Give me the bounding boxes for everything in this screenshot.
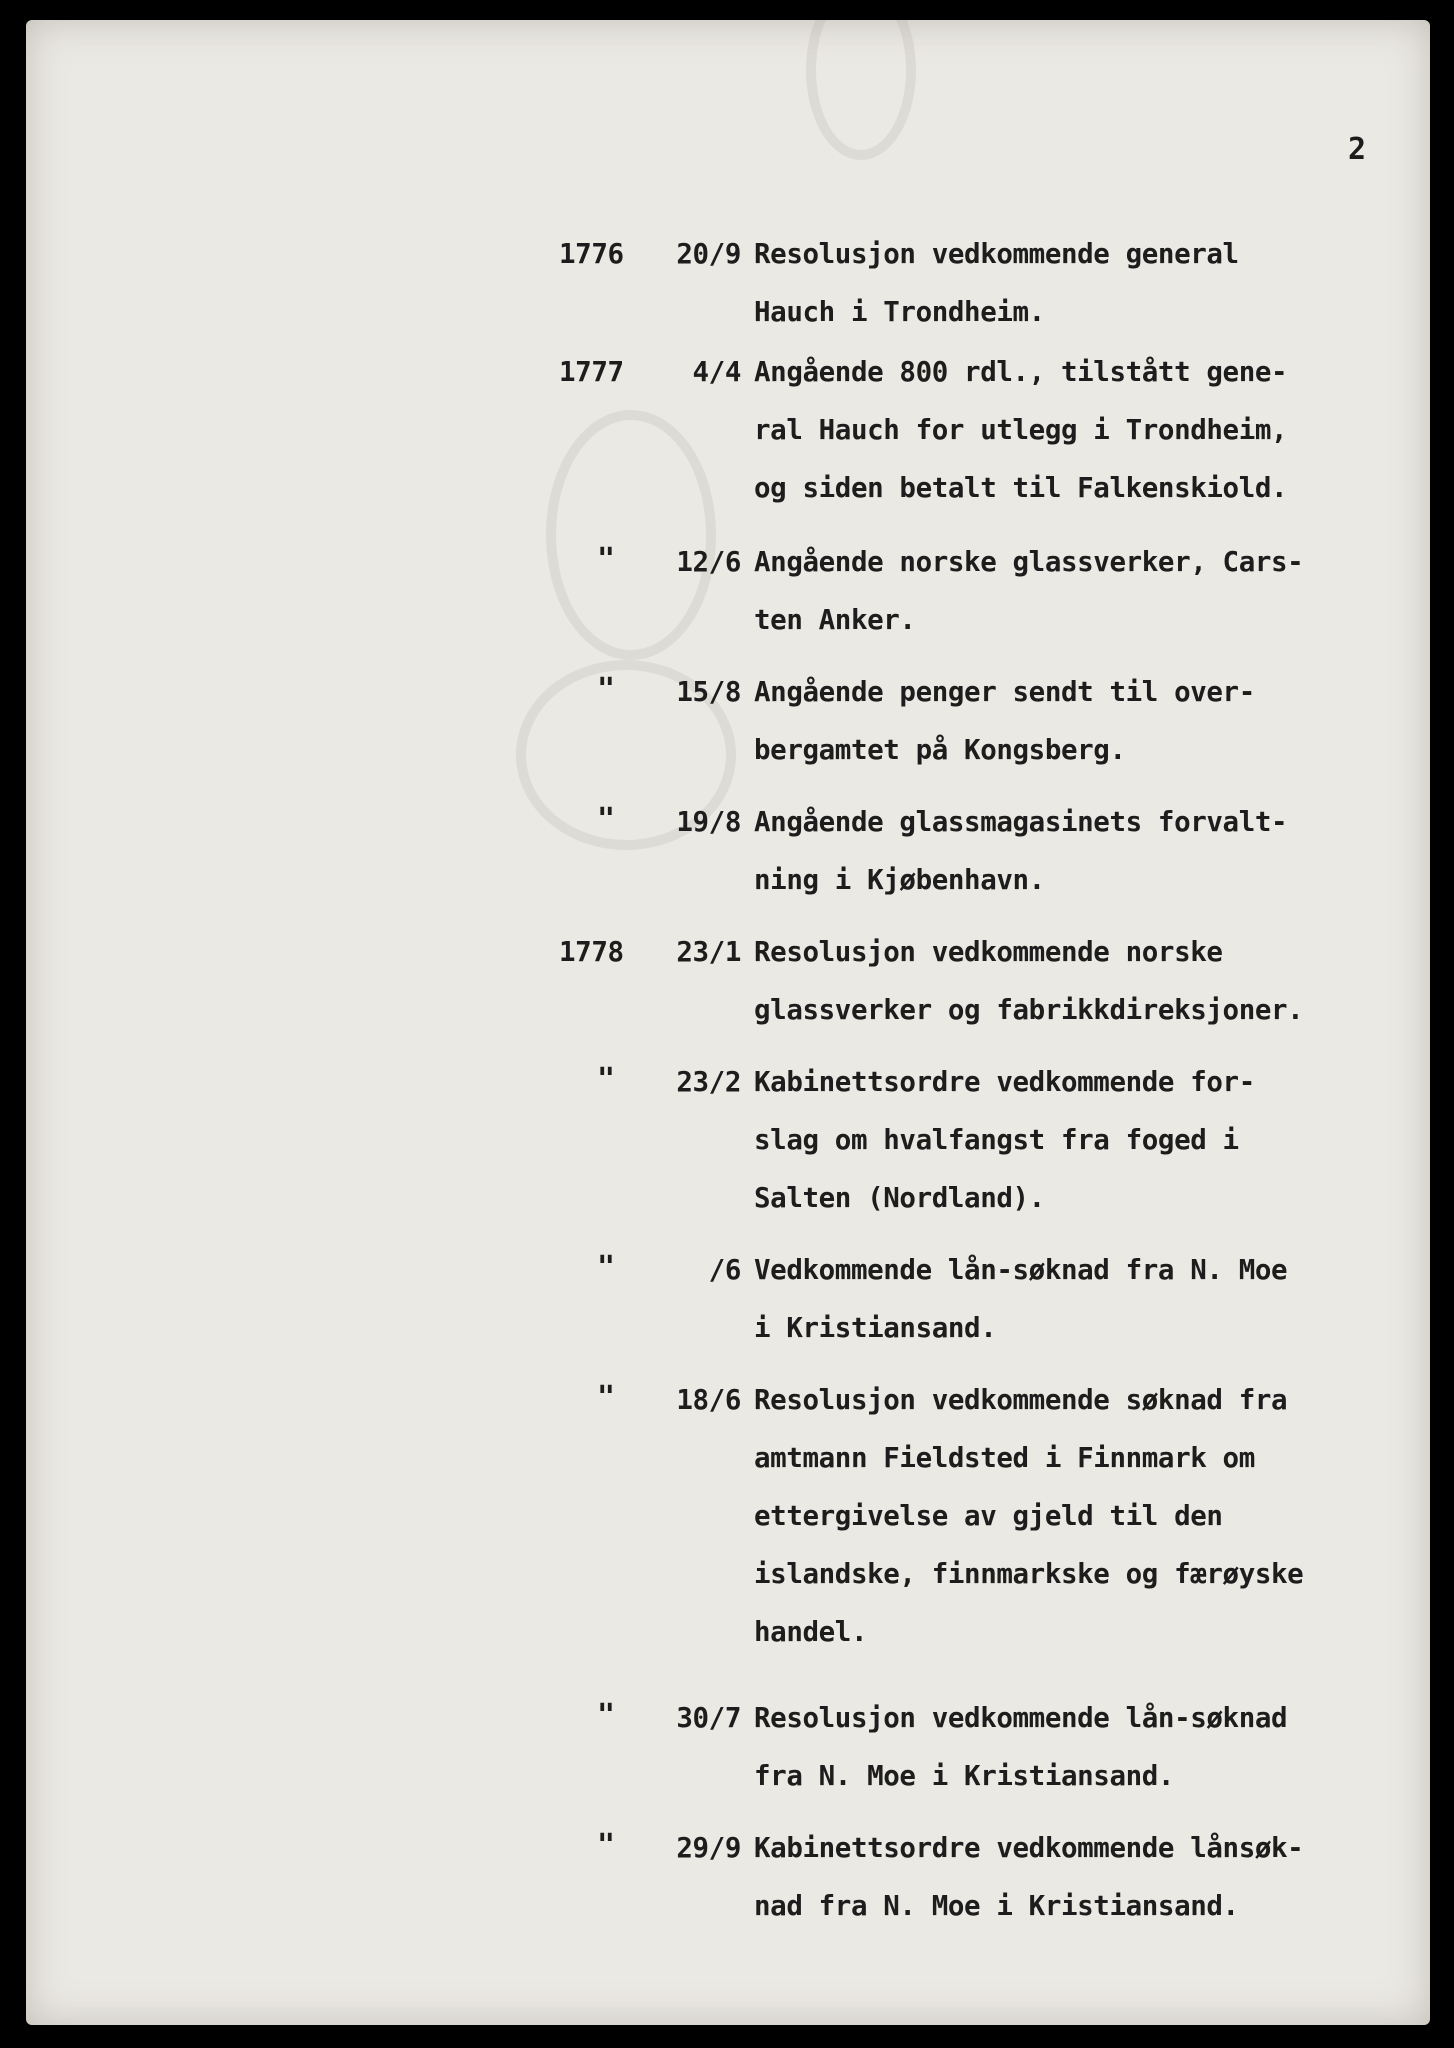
entry-date: 20/9 — [676, 238, 741, 270]
entry-date: 18/6 — [676, 1384, 741, 1416]
description-line: fra N. Moe i Kristiansand. — [754, 1760, 1175, 1792]
description-line: Kabinettsordre vedkommende lånsøk- — [754, 1832, 1304, 1864]
description-line: ning i Kjøbenhavn. — [754, 864, 1045, 896]
description-line: slag om hvalfangst fra foged i — [754, 1124, 1239, 1156]
entry-date: /6 — [708, 1254, 741, 1286]
description-line: Vedkommende lån-søknad fra N. Moe — [754, 1254, 1288, 1286]
description-line: Angående penger sendt til over- — [754, 676, 1255, 708]
entry-description — [754, 225, 1394, 341]
description-line: ettergivelse av gjeld til den — [754, 1500, 1223, 1532]
entry-year: 1776 — [559, 238, 624, 270]
entry-date: 15/8 — [676, 676, 741, 708]
description-line: bergamtet på Kongsberg. — [754, 734, 1126, 766]
entry-date: 19/8 — [676, 806, 741, 838]
description-line: Resolusjon vedkommende general — [754, 238, 1239, 270]
description-line: Hauch i Trondheim. — [754, 296, 1045, 328]
entry-date: 23/1 — [676, 936, 741, 968]
description-line: og siden betalt til Falkenskiold. — [754, 472, 1288, 504]
description-line: Resolusjon vedkommende lån-søknad — [754, 1702, 1288, 1734]
description-line: Angående 800 rdl., tilstått gene- — [754, 356, 1288, 388]
ditto-mark: " — [597, 1250, 615, 1285]
entry-description — [754, 793, 1394, 909]
description-line: Angående glassmagasinets forvalt- — [754, 806, 1288, 838]
entry-description — [754, 1371, 1394, 1661]
entry-date: 23/2 — [676, 1066, 741, 1098]
ditto-mark: " — [597, 542, 615, 577]
entry-description — [754, 343, 1394, 517]
description-line: i Kristiansand. — [754, 1312, 997, 1344]
description-line: Angående norske glassverker, Cars- — [754, 546, 1304, 578]
description-line: Resolusjon vedkommende norske — [754, 936, 1223, 968]
description-line: Kabinettsordre vedkommende for- — [754, 1066, 1255, 1098]
ditto-mark: " — [597, 802, 615, 837]
entry-date: 30/7 — [676, 1702, 741, 1734]
ditto-mark: " — [597, 1828, 615, 1863]
entry-description — [754, 1819, 1394, 1935]
entry-description — [754, 663, 1394, 779]
page-number: 2 — [1348, 132, 1367, 167]
bleed-through-mark — [806, 20, 916, 160]
description-line: islandske, finnmarkske og færøyske — [754, 1558, 1304, 1590]
document-page — [26, 20, 1430, 2025]
description-line: ten Anker. — [754, 604, 916, 636]
ditto-mark: " — [597, 672, 615, 707]
ditto-mark: " — [597, 1062, 615, 1097]
entry-description — [754, 1689, 1394, 1805]
description-line: handel. — [754, 1616, 868, 1648]
bleed-through-mark — [546, 410, 716, 660]
entry-date: 4/4 — [692, 356, 741, 388]
entry-date: 29/9 — [676, 1832, 741, 1864]
entry-description — [754, 923, 1394, 1039]
description-line: amtmann Fieldsted i Finnmark om — [754, 1442, 1255, 1474]
entry-description — [754, 533, 1394, 649]
description-line: nad fra N. Moe i Kristiansand. — [754, 1890, 1239, 1922]
entry-description — [754, 1053, 1394, 1227]
entry-date: 12/6 — [676, 546, 741, 578]
entry-description — [754, 1241, 1394, 1357]
description-line: ral Hauch for utlegg i Trondheim, — [754, 414, 1288, 446]
description-line: Salten (Nordland). — [754, 1182, 1045, 1214]
ditto-mark: " — [597, 1380, 615, 1415]
ditto-mark: " — [597, 1698, 615, 1733]
description-line: Resolusjon vedkommende søknad fra — [754, 1384, 1288, 1416]
description-line: glassverker og fabrikkdireksjoner. — [754, 994, 1304, 1026]
entry-year: 1778 — [559, 936, 624, 968]
entry-year: 1777 — [559, 356, 624, 388]
